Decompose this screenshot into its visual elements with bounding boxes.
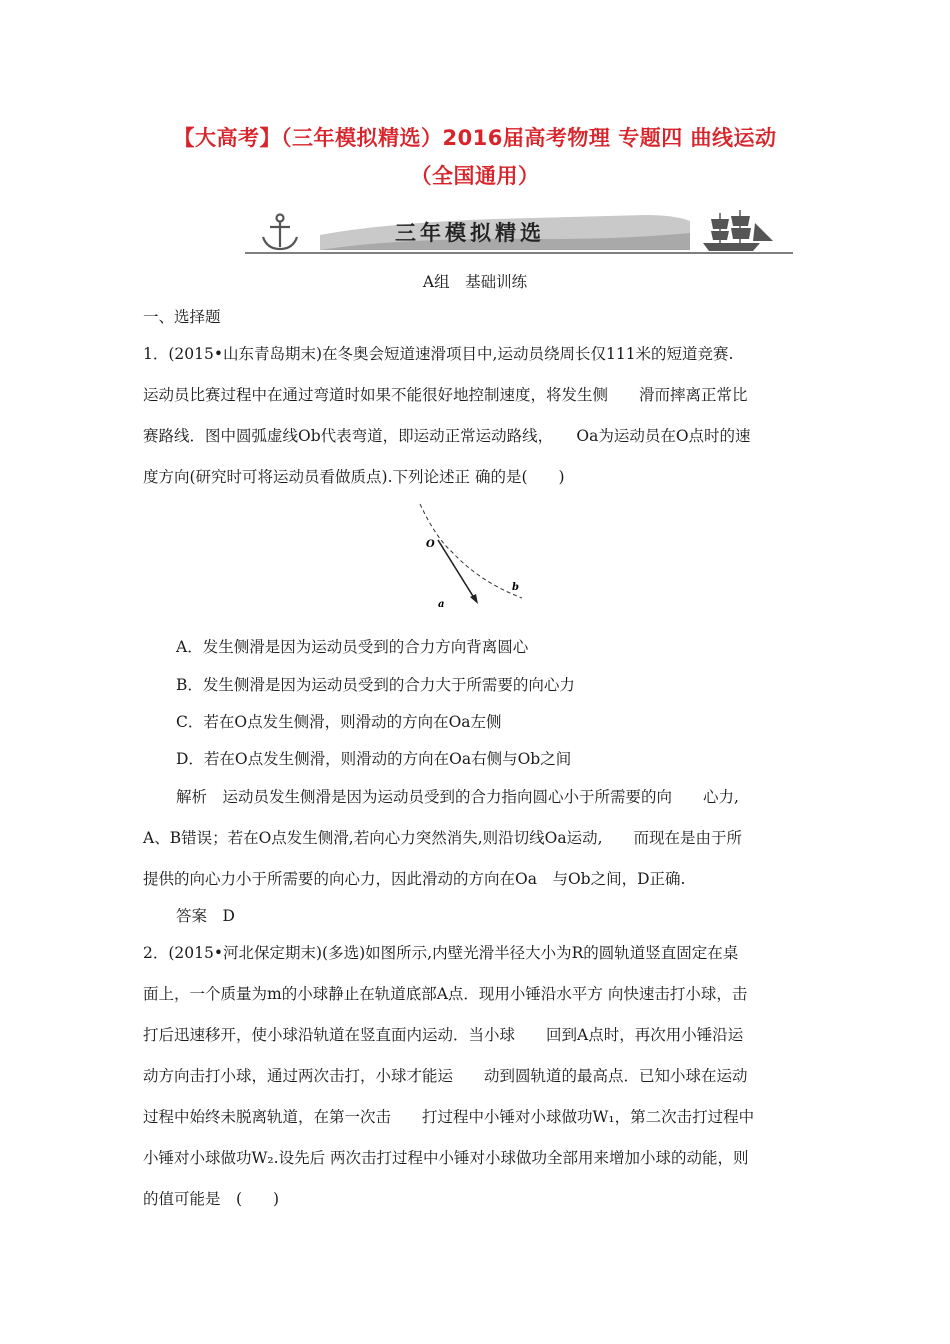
analysis-line: 提供的向心力小于所需要的向心力，因此滑动的方向在Oa 与Ob之间，D正确. [143,870,686,888]
option-a: A．发生侧滑是因为运动员受到的合力方向背离圆心 [176,638,529,656]
label-o: O [426,539,435,550]
answer-line: 答案 D [176,907,235,925]
option-c: C．若在O点发生侧滑，则滑动的方向在Oa左侧 [176,713,502,731]
curve-figure [408,502,538,614]
ship-icon [703,210,773,251]
banner-text: 三年模拟精选 [395,221,545,245]
q2-text-line: 动方向击打小球，通过两次击打，小球才能运 动到圆轨道的最高点．已知小球在运动 [143,1067,748,1085]
document-title-line1: 【大高考】（三年模拟精选）2016届高考物理 专题四 曲线运动 [173,126,777,150]
arc-ob-dashed [420,504,522,598]
section-banner [245,205,793,257]
label-a: a [438,599,445,610]
label-b: b [512,582,519,593]
analysis-line: A、B错误；若在O点发生侧滑,若向心力突然消失,则沿切线Oa运动, 而现在是由于所 [143,829,743,847]
q2-text-line: 2．(2015•河北保定期末)(多选)如图所示,内壁光滑半径大小为R的圆轨道竖直固定在桌 [143,944,739,962]
q2-text-line: 过程中始终未脱离轨道，在第一次击 打过程中小锤对小球做功W₁，第二次击打过程中 [143,1108,755,1126]
analysis-line: 解析 运动员发生侧滑是因为运动员受到的合力指向圆心小于所需要的向 心力, [176,788,739,806]
anchor-icon [263,215,297,250]
document-title-line2: （全国通用） [410,164,540,188]
arrowhead-icon [470,594,478,604]
q2-text-line: 小锤对小球做功W₂.设先后 两次击打过程中小锤对小球做功全部用来增加小球的动能，则 [143,1149,749,1167]
q1-text-line: 度方向(研究时可将运动员看做质点).下列论述正 确的是( ) [143,468,565,486]
q2-text-line: 面上，一个质量为m的小球静止在轨道底部A点．现用小锤沿水平方 向快速击打小球，击 [143,985,748,1003]
option-b: B．发生侧滑是因为运动员受到的合力大于所需要的向心力 [176,676,575,694]
q1-text-line: 1．(2015•山东青岛期末)在冬奥会短道速滑项目中,运动员绕周长仅111米的短道竞赛. [143,345,734,363]
q1-text-line: 运动员比赛过程中在通过弯道时如果不能很好地控制速度，将发生侧 滑而摔离正常比 [143,386,748,404]
section-heading: 一、选择题 [143,308,221,326]
velocity-arrow-oa [438,540,476,601]
group-heading: A组 基础训练 [422,273,528,291]
q2-text-line: 打后迅速移开，使小球沿轨道在竖直面内运动．当小球 回到A点时，再次用小锤沿运 [143,1026,744,1044]
q2-text-line: 的值可能是 ( ) [143,1190,280,1208]
q1-text-line: 赛路线．图中圆弧虚线Ob代表弯道，即运动正常运动路线， Oa为运动员在O点时的速 [143,427,751,445]
option-d: D．若在O点发生侧滑，则滑动的方向在Oa右侧与Ob之间 [176,750,572,768]
